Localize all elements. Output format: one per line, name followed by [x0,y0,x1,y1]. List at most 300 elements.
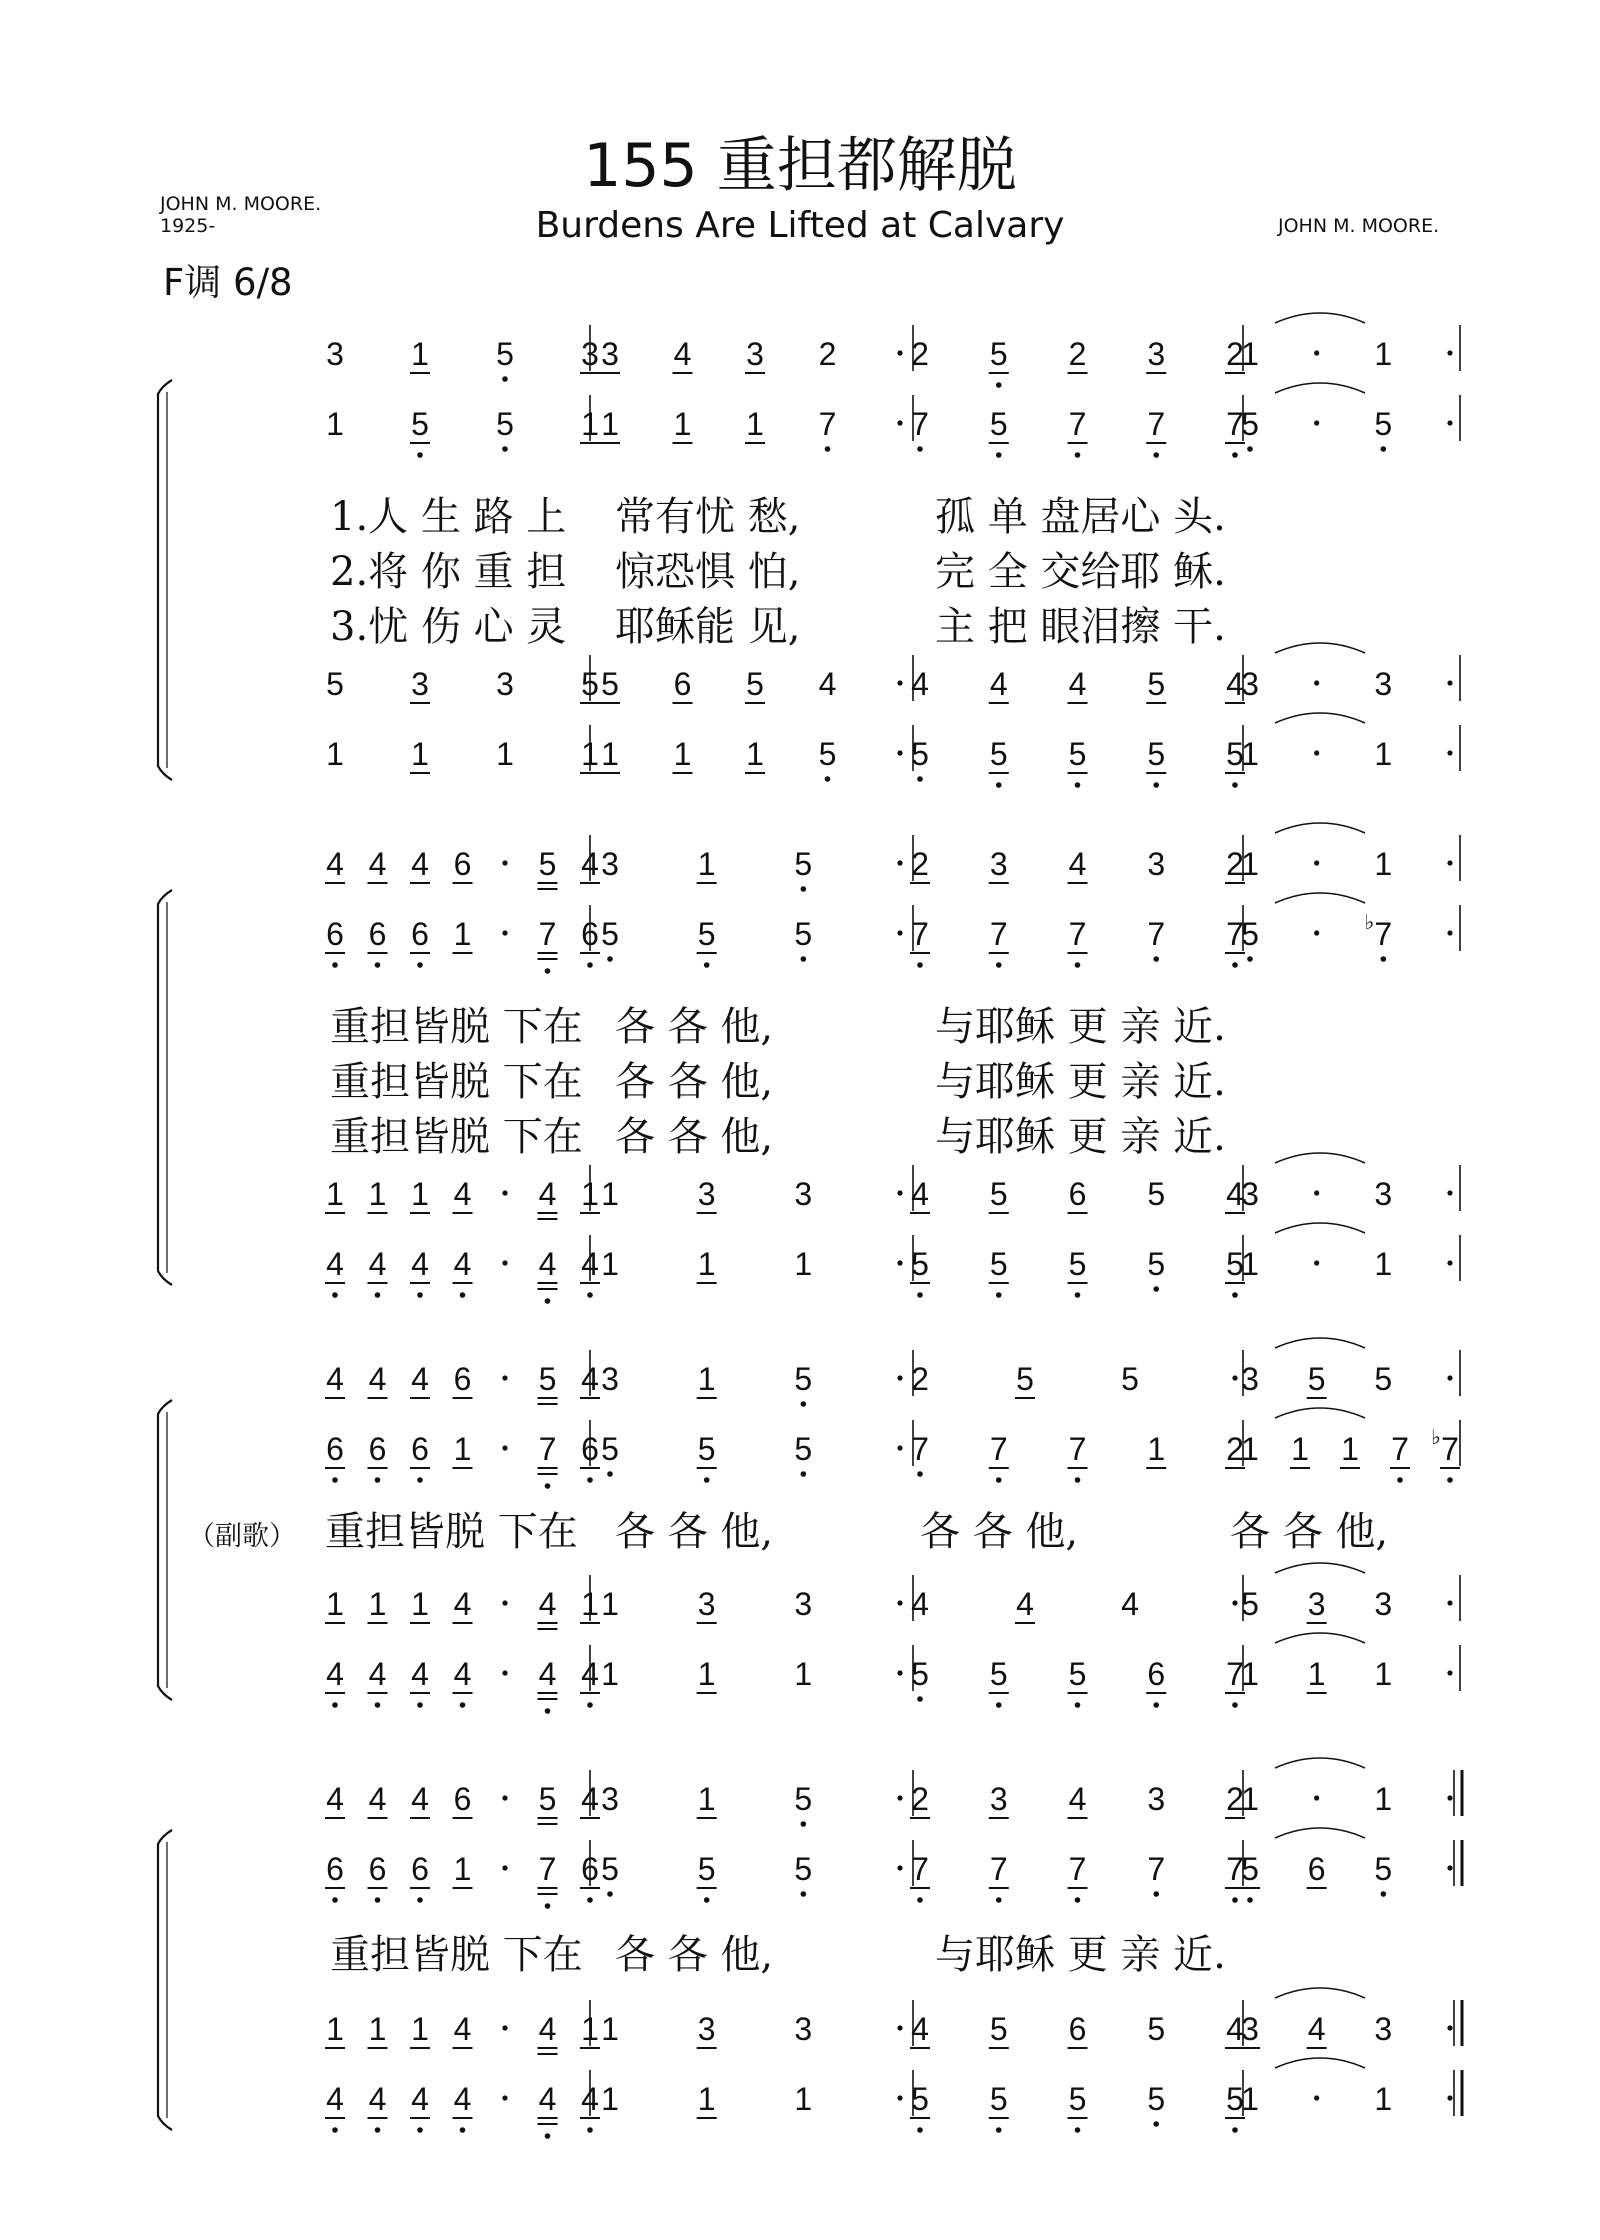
note-digit: 6 [1307,1851,1326,1887]
note-digit: 1 [1374,1246,1393,1282]
note-digit: 3 [1241,2011,1259,2047]
note-digit: 1 [601,1586,619,1622]
rest-dot [1314,1795,1319,1800]
system-brace [158,380,172,780]
note-digit: 7 [1068,1431,1087,1467]
lower-octave-dot [996,962,1002,968]
note-digit: 3 [601,1781,619,1817]
lower-octave-dot [917,1696,923,1702]
note-digit: 3 [1241,1361,1259,1397]
note-digit: 4 [411,1781,429,1817]
system-brace [158,1830,172,2130]
note-digit: 5 [496,406,514,442]
lower-octave-dot [332,962,338,968]
note-digit: 5 [1241,1851,1259,1887]
rest-dot [502,1190,507,1195]
note-digit: 6 [581,1431,599,1467]
note-digit: 1 [601,2081,619,2117]
note-digit: 6 [326,916,344,952]
note-digit: 1 [1307,1656,1326,1692]
note-digit: 5 [601,666,619,702]
lower-octave-dot [1153,956,1159,962]
note-digit: 5 [1121,1361,1139,1397]
lower-octave-dot [332,1292,338,1298]
note-digit: 5 [1241,1586,1259,1622]
note-digit: 1 [453,1431,472,1467]
lyric-segment: 各 各 他, [920,1509,1079,1555]
lower-octave-dot [996,452,1002,458]
note-digit: 7 [1391,1431,1409,1467]
note-digit: 4 [1121,1586,1139,1622]
lower-octave-dot [607,956,613,962]
rest-dot [1447,1600,1452,1605]
lyric-segment: 重担皆脱 下在 [330,1059,583,1105]
note-digit: 1 [411,336,429,372]
tie-arc [1275,1563,1365,1573]
note-digit: 5 [989,2081,1008,2117]
note-digit: 1 [1241,2081,1259,2117]
lower-octave-dot [1075,962,1081,968]
note-digit: 5 [1374,1361,1393,1397]
lower-octave-dot [996,382,1002,388]
note-digit: 6 [368,1431,387,1467]
note-digit: 1 [601,2011,619,2047]
note-digit: 7 [1068,1851,1087,1887]
lower-octave-dot [607,1471,613,1477]
note-digit: 1 [411,1586,429,1622]
note-digit: 5 [1016,1361,1034,1397]
note-digit: 5 [794,1431,813,1467]
note-digit: 5 [989,1176,1008,1212]
note-digit: 1 [673,736,692,772]
note-digit: 2 [911,1781,929,1817]
lower-octave-dot [917,1471,923,1477]
note-digit: 1 [326,2011,344,2047]
note-digit: 5 [911,736,929,772]
lower-octave-dot [545,968,551,974]
rest-dot [1447,1670,1452,1675]
rest-dot [502,1375,507,1380]
note-digit: 3 [1374,666,1393,702]
rest-dot [502,1445,507,1450]
rest-dot [897,1260,902,1265]
lower-octave-dot [460,2127,466,2133]
note-digit: 1 [581,406,599,442]
note-digit: 1 [1374,336,1393,372]
note-digit: 5 [1226,736,1244,772]
note-digit: 2 [1226,1431,1244,1467]
lyric-segment: 与耶稣 更 亲 近. [935,1059,1226,1105]
lower-octave-dot [587,1477,593,1483]
note-digit: 6 [411,916,429,952]
lower-octave-dot [801,956,807,962]
rest-dot [1447,350,1452,355]
note-digit: 5 [1374,1851,1393,1887]
rest-dot [1447,420,1452,425]
tie-arc [1275,893,1365,903]
note-digit: 5 [1226,2081,1244,2117]
note-digit: 5 [411,406,429,442]
note-digit: 3 [697,1176,716,1212]
lower-octave-dot [1232,1702,1238,1708]
note-digit: 5 [818,736,837,772]
note-digit: 5 [794,846,813,882]
note-digit: 3 [581,336,599,372]
note-digit: 5 [496,336,514,372]
lyric-segment: 与耶稣 更 亲 近. [935,1114,1226,1160]
note-digit: 1 [1241,1246,1259,1282]
rest-dot [897,350,902,355]
note-digit: 6 [1068,2011,1087,2047]
note-digit: 7 [1441,1431,1459,1467]
lyric-segment: 2.将 你 重 担 [330,549,567,595]
rest-dot [897,680,902,685]
note-digit: 4 [1226,1176,1244,1212]
lower-octave-dot [545,1903,551,1909]
note-digit: 6 [368,916,387,952]
rest-dot [502,860,507,865]
lower-octave-dot [917,776,923,782]
note-digit: 1 [1341,1431,1359,1467]
note-digit: 4 [538,1656,557,1692]
lower-octave-dot [801,1471,807,1477]
lower-octave-dot [1153,1286,1159,1292]
note-digit: 7 [538,1851,557,1887]
note-digit: 7 [1226,1851,1244,1887]
rest-dot [1314,680,1319,685]
note-digit: 5 [989,2011,1008,2047]
lower-octave-dot [587,1897,593,1903]
lower-octave-dot [996,1292,1002,1298]
note-digit: 5 [989,336,1008,372]
note-digit: 5 [1226,1246,1244,1282]
note-digit: 1 [368,1176,387,1212]
note-digit: 3 [1241,1176,1259,1212]
lower-octave-dot [502,376,508,382]
rest-dot [1447,930,1452,935]
note-digit: 1 [697,846,716,882]
note-digit: 4 [1307,2011,1326,2047]
lower-octave-dot [917,962,923,968]
note-digit: 4 [538,1246,557,1282]
note-digit: 1 [1241,1656,1259,1692]
lower-octave-dot [996,2127,1002,2133]
note-digit: 7 [1147,1851,1166,1887]
note-digit: 2 [1226,1781,1244,1817]
note-digit: 3 [601,1361,619,1397]
lower-octave-dot [332,1897,338,1903]
lower-octave-dot [801,886,807,892]
rest-dot [502,1795,507,1800]
note-digit: 7 [538,916,557,952]
lower-octave-dot [375,2127,381,2133]
note-digit: 7 [1226,1656,1244,1692]
rest-dot [897,1600,902,1605]
rest-dot [1314,2095,1319,2100]
rest-dot [1447,860,1452,865]
rest-dot [897,1445,902,1450]
note-digit: 5 [794,1361,813,1397]
note-digit: 1 [1374,736,1393,772]
note-digit: 7 [1226,406,1244,442]
rest-dot [897,1670,902,1675]
lyric-segment: 重担皆脱 下在 [330,1932,583,1978]
lower-octave-dot [825,446,831,452]
lower-octave-dot [332,2127,338,2133]
note-digit: 3 [1147,1781,1166,1817]
note-digit: 1 [368,1586,387,1622]
note-digit: 1 [601,406,619,442]
note-digit: 6 [581,916,599,952]
refrain-label: （副歌） [188,1521,296,1552]
lower-octave-dot [332,1477,338,1483]
note-digit: 1 [326,1586,344,1622]
lower-octave-dot [502,446,508,452]
note-digit: 5 [1147,2011,1166,2047]
note-digit: 4 [911,1586,929,1622]
lower-octave-dot [1232,1292,1238,1298]
note-digit: 4 [818,666,837,702]
rest-dot [1232,1600,1237,1605]
note-digit: 4 [411,1656,429,1692]
lower-octave-dot [375,1897,381,1903]
lower-octave-dot [587,962,593,968]
tie-arc [1275,1828,1365,1838]
note-digit: 5 [538,1781,557,1817]
note-digit: 5 [794,1781,813,1817]
note-digit: 1 [697,1361,716,1397]
note-digit: 1 [601,1246,619,1282]
lower-octave-dot [1232,2127,1238,2133]
lyric-segment: 重担皆脱 下在 [325,1509,578,1555]
note-digit: 5 [601,1851,619,1887]
note-digit: 1 [746,736,764,772]
note-digit: 4 [538,2081,557,2117]
lower-octave-dot [1232,962,1238,968]
tie-arc [1275,1338,1365,1348]
note-digit: 3 [496,666,514,702]
note-digit: 1 [581,1176,599,1212]
tie-arc [1275,643,1365,653]
note-digit: 1 [1374,2081,1393,2117]
lower-octave-dot [332,1702,338,1708]
note-digit: 1 [581,1586,599,1622]
note-digit: 5 [911,1656,929,1692]
rest-dot [897,2095,902,2100]
rest-dot [897,1190,902,1195]
note-digit: 1 [746,406,764,442]
lower-octave-dot [996,782,1002,788]
note-digit: 1 [697,1656,716,1692]
note-digit: 7 [818,406,837,442]
lower-octave-dot [1075,452,1081,458]
note-digit: 3 [1374,1586,1393,1622]
note-digit: 5 [581,666,599,702]
note-digit: 5 [1307,1361,1326,1397]
rest-dot [1232,1375,1237,1380]
note-digit: 4 [411,2081,429,2117]
lower-octave-dot [801,1821,807,1827]
note-digit: 2 [818,336,837,372]
tie-arc [1275,1153,1365,1163]
tie-arc [1275,313,1365,323]
note-digit: 1 [697,2081,716,2117]
note-digit: 3 [697,2011,716,2047]
lower-octave-dot [545,1483,551,1489]
lower-octave-dot [587,1292,593,1298]
note-digit: 4 [368,846,387,882]
lower-octave-dot [1232,1897,1238,1903]
lower-octave-dot [545,1708,551,1714]
note-digit: 4 [1226,2011,1244,2047]
lower-octave-dot [375,962,381,968]
note-digit: 6 [368,1851,387,1887]
note-digit: 1 [326,1176,344,1212]
lyric-segment: 各 各 他, [1230,1509,1389,1555]
note-digit: 4 [538,1586,557,1622]
lower-octave-dot [1232,782,1238,788]
lyric-segment: 完 全 交给耶 稣. [935,549,1226,595]
note-digit: 1 [794,1246,813,1282]
rest-dot [1314,350,1319,355]
rest-dot [1314,1260,1319,1265]
note-digit: 5 [989,736,1008,772]
rest-dot [502,1670,507,1675]
note-digit: 1 [411,736,429,772]
note-digit: 2 [1226,846,1244,882]
note-digit: 4 [581,1781,599,1817]
rest-dot [1447,1795,1452,1800]
rest-dot [1447,1375,1452,1380]
note-digit: 1 [1241,1781,1259,1817]
note-digit: 1 [1241,736,1259,772]
rest-dot [502,1260,507,1265]
lower-octave-dot [704,1897,710,1903]
note-digit: 6 [411,1431,429,1467]
rest-dot [1447,1260,1452,1265]
rest-dot [897,930,902,935]
lower-octave-dot [460,1702,466,1708]
lyric-segment: 3.忧 伤 心 灵 [330,604,567,650]
lower-octave-dot [801,1401,807,1407]
lower-octave-dot [417,452,423,458]
lower-octave-dot [417,1897,423,1903]
hymn-subtitle: Burdens Are Lifted at Calvary [535,205,1065,246]
lower-octave-dot [1247,1897,1253,1903]
note-digit: 3 [601,336,619,372]
rest-dot [502,930,507,935]
note-digit: 7 [1226,916,1244,952]
note-digit: 1 [601,1176,619,1212]
note-digit: 5 [989,406,1008,442]
note-digit: 1 [673,406,692,442]
note-digit: 6 [453,1781,472,1817]
note-digit: 5 [1068,736,1087,772]
lyric-segment: 各 各 他, [615,1004,774,1050]
lower-octave-dot [417,962,423,968]
rest-dot [1447,1865,1452,1870]
note-digit: 3 [794,2011,813,2047]
note-digit: 5 [746,666,764,702]
note-digit: 4 [1068,1781,1087,1817]
rest-dot [1314,930,1319,935]
note-digit: 4 [368,1781,387,1817]
composer-year: 1925- [160,215,216,237]
note-digit: 4 [1068,846,1087,882]
note-digit: 4 [911,666,929,702]
lyric-segment: 各 各 他, [615,1932,774,1978]
note-digit: 2 [911,846,929,882]
note-digit: 3 [1307,1586,1326,1622]
note-digit: 5 [1068,1246,1087,1282]
note-digit: 6 [673,666,692,702]
note-digit: 3 [411,666,429,702]
note-digit: 3 [989,1781,1008,1817]
note-digit: 1 [601,1656,619,1692]
lower-octave-dot [460,1292,466,1298]
lyric-segment: 1.人 生 路 上 [330,494,567,540]
note-digit: 4 [326,1781,344,1817]
lower-octave-dot [587,2127,593,2133]
note-digit: 4 [581,1361,599,1397]
note-digit: 4 [453,2011,472,2047]
note-digit: 3 [697,1586,716,1622]
note-digit: 7 [538,1431,557,1467]
note-digit: 1 [794,2081,813,2117]
note-digit: 6 [453,846,472,882]
note-digit: 4 [989,666,1008,702]
note-digit: 4 [581,1246,599,1282]
note-digit: 7 [1374,916,1393,952]
note-digit: 7 [911,1431,929,1467]
lower-octave-dot [1447,1477,1453,1483]
note-digit: 1 [326,406,344,442]
note-digit: 4 [411,1246,429,1282]
lyric-segment: 常有忧 愁, [615,494,801,540]
rest-dot [1447,750,1452,755]
note-digit: 2 [911,336,929,372]
composer-credit-right: JOHN M. MOORE. [1278,215,1440,237]
note-digit: 4 [453,1176,472,1212]
lower-octave-dot [917,1897,923,1903]
note-digit: 5 [601,916,619,952]
rest-dot [1447,2025,1452,2030]
note-digit: 1 [581,736,599,772]
lower-octave-dot [1075,1477,1081,1483]
note-digit: 1 [326,736,344,772]
lower-octave-dot [1247,956,1253,962]
tie-arc [1275,1223,1365,1233]
rest-dot [897,1375,902,1380]
note-digit: 3 [1374,2011,1393,2047]
note-digit: 7 [1147,916,1166,952]
composer-name: JOHN M. MOORE. [160,193,322,215]
note-digit: 7 [989,916,1008,952]
note-digit: 4 [411,1361,429,1397]
note-digit: 1 [1374,1656,1393,1692]
lyric-segment: 各 各 他, [615,1059,774,1105]
lower-octave-dot [1075,1292,1081,1298]
lower-octave-dot [607,1891,613,1897]
lyric-segment: 各 各 他, [615,1509,774,1555]
tie-arc [1275,1633,1365,1643]
note-digit: 4 [911,1176,929,1212]
lyric-segment: 重担皆脱 下在 [330,1114,583,1160]
note-digit: 5 [794,916,813,952]
note-digit: 2 [1068,336,1087,372]
note-digit: 4 [581,846,599,882]
note-digit: 1 [368,2011,387,2047]
